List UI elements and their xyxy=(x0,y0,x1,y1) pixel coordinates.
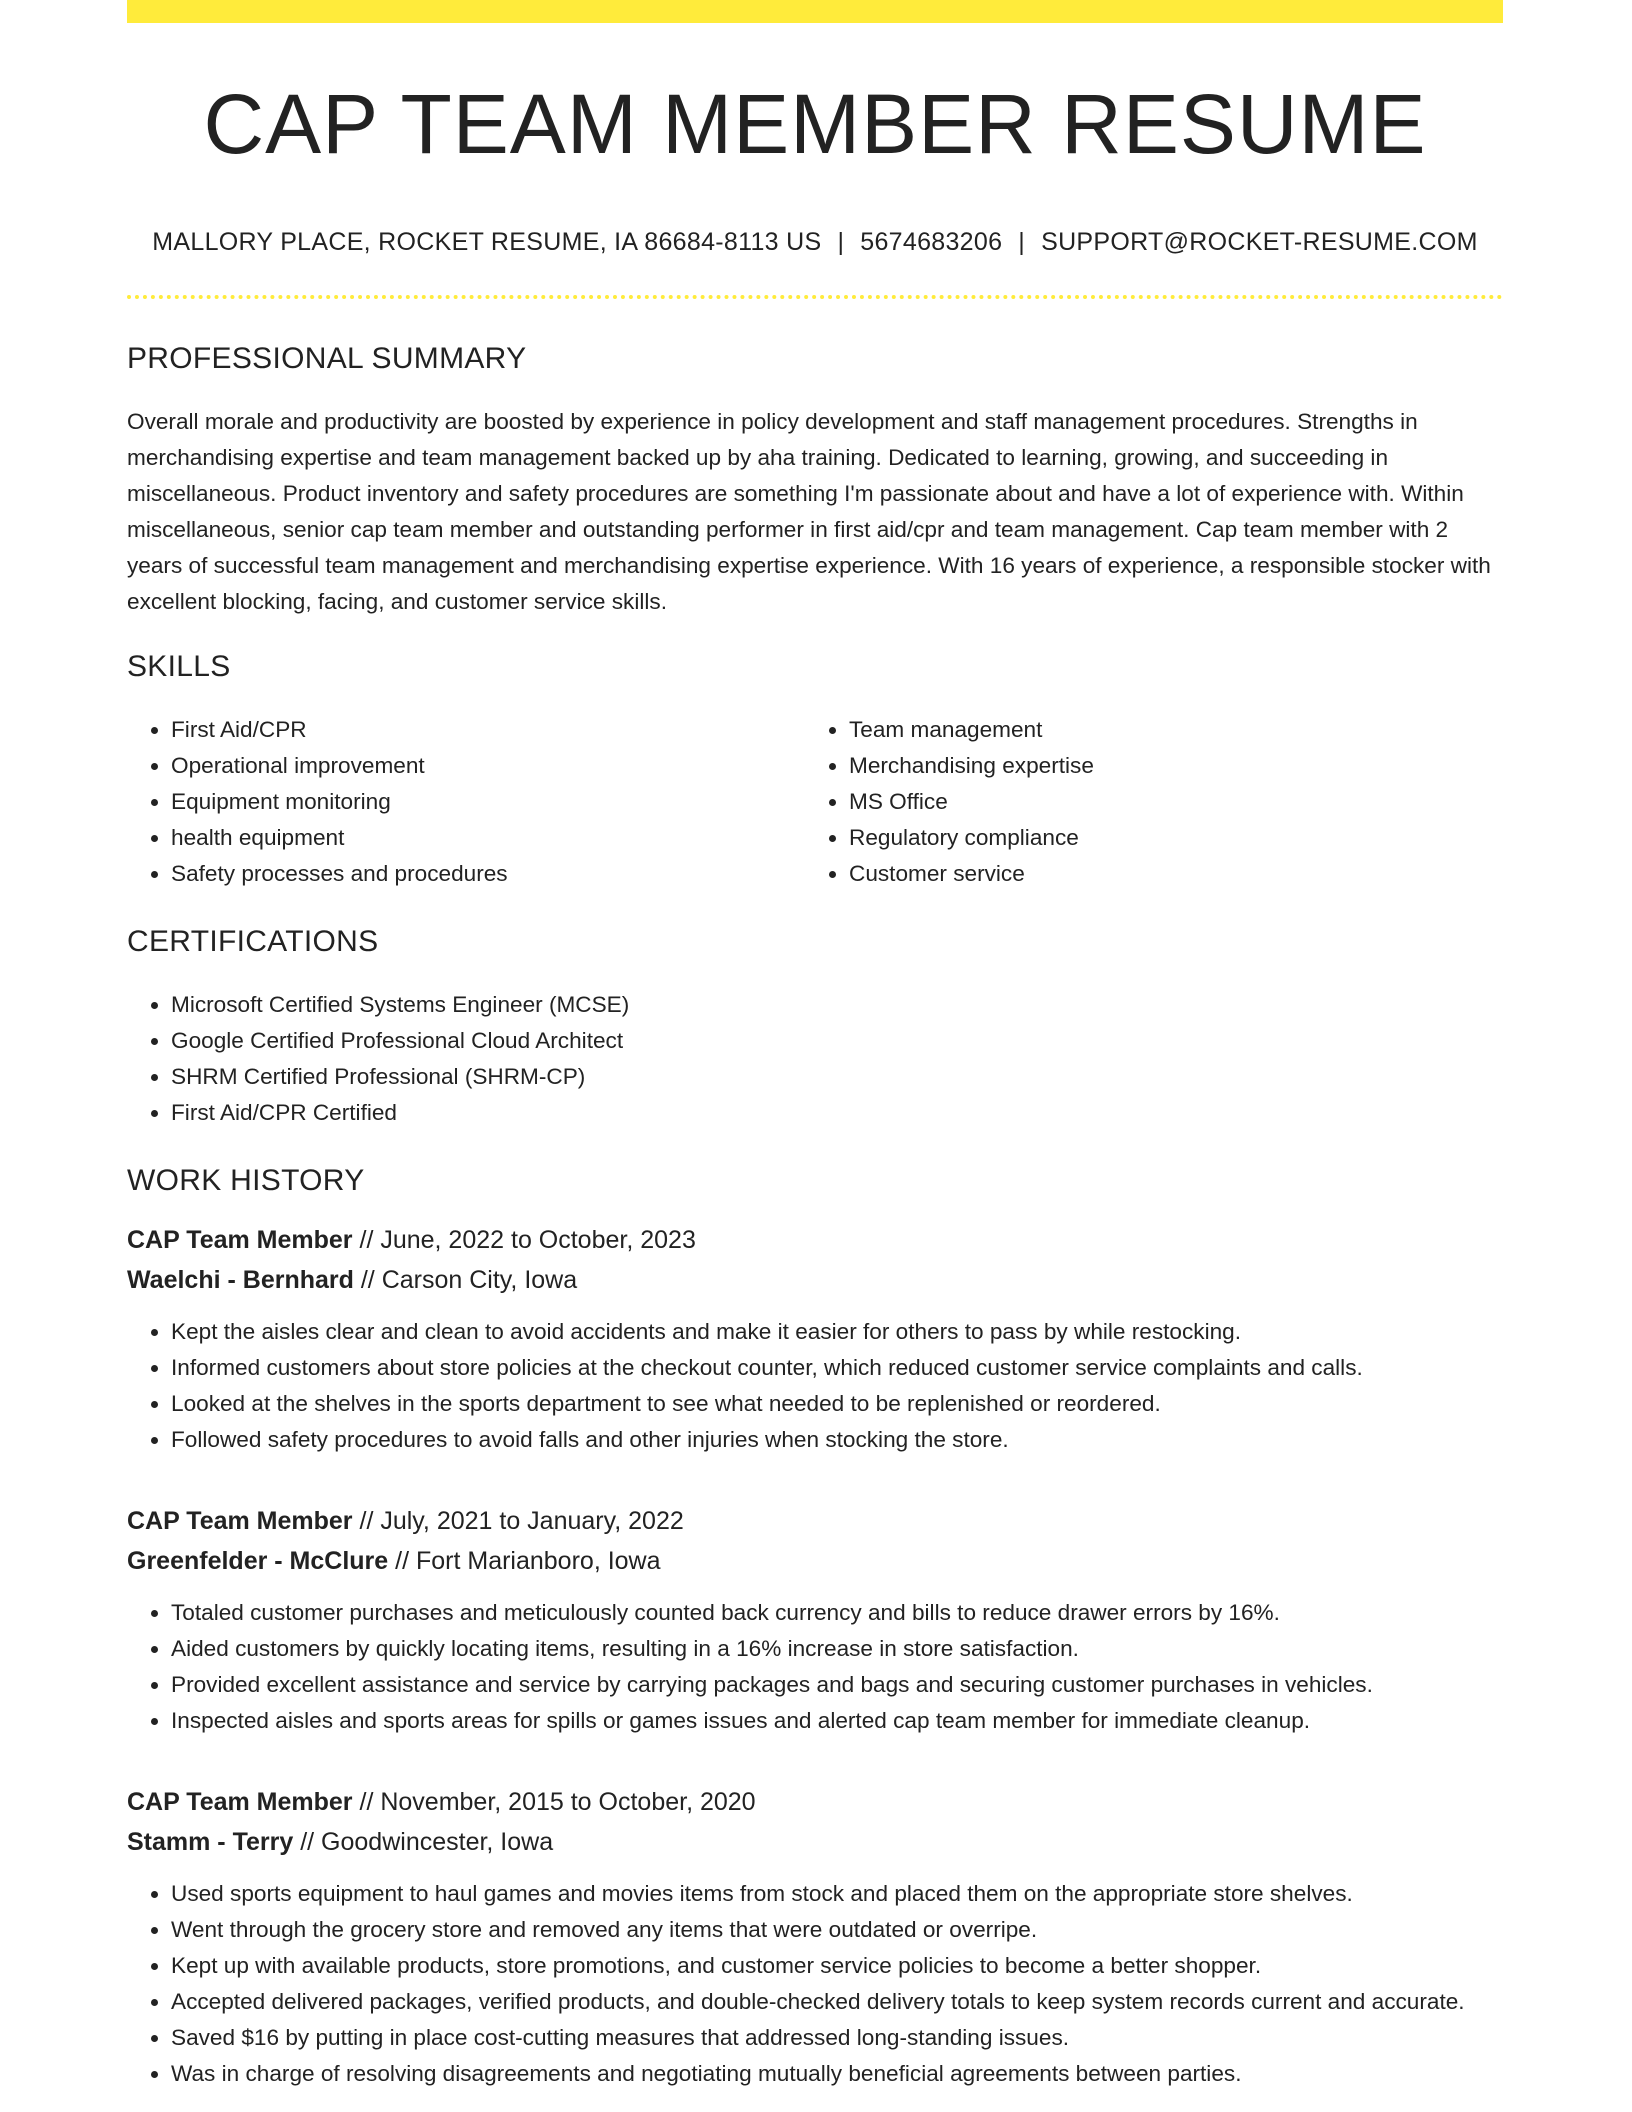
contact-line xyxy=(127,228,1503,257)
resume-title: CAP TEAM MEMBER RESUME xyxy=(203,77,1427,171)
contact-address: MALLORY PLACE, ROCKET RESUME, IA 86684-8113 US xyxy=(152,228,822,256)
resume-page xyxy=(127,0,1503,2092)
skill-item: • Customer service xyxy=(849,856,1483,892)
job-dates: // November, 2015 to October, 2020 xyxy=(352,1788,756,1816)
skill-item: • Operational improvement xyxy=(171,748,805,784)
skills-column-right xyxy=(805,712,1483,892)
job-bullet: • Kept the aisles clear and clean to avoid accidents and make it easier for others to pass by while restocking. xyxy=(171,1314,1503,1350)
job-bullet: • Used sports equipment to haul games and movies items from stock and placed them on the appropriate store shelves. xyxy=(171,1876,1503,1912)
job-bullet: • Was in charge of resolving disagreements and negotiating mutually beneficial agreements between parties. xyxy=(171,2056,1503,2092)
job-bullet: • Informed customers about store policies at the checkout counter, which reduced customer service complaints and calls. xyxy=(171,1350,1503,1386)
certification-item: • First Aid/CPR Certified xyxy=(171,1095,1503,1131)
job-dates: // June, 2022 to October, 2023 xyxy=(352,1226,696,1254)
skill-item: • Team management xyxy=(849,712,1483,748)
job-bullet: • Accepted delivered packages, verified products, and double-checked delivery totals to keep system records current and accurate. xyxy=(171,1984,1503,2020)
job-bullet: • Kept up with available products, store promotions, and customer service policies to become a better shopper. xyxy=(171,1948,1503,1984)
job-entry xyxy=(127,1782,1503,2092)
job-bullet: • Went through the grocery store and removed any items that were outdated or overripe. xyxy=(171,1912,1503,1948)
skill-item: • Safety processes and procedures xyxy=(171,856,805,892)
summary-heading: PROFESSIONAL SUMMARY xyxy=(127,342,527,375)
skill-item: • Regulatory compliance xyxy=(849,820,1483,856)
job-bullet: • Looked at the shelves in the sports department to see what needed to be replenished or reordered. xyxy=(171,1386,1503,1422)
job-company: Stamm - Terry xyxy=(127,1828,294,1856)
certification-item: • Microsoft Certified Systems Engineer (MCSE) xyxy=(171,987,1503,1023)
job-company: Greenfelder - McClure xyxy=(127,1547,389,1575)
job-title-line xyxy=(127,1782,1503,1822)
contact-email[interactable]: SUPPORT@ROCKET-RESUME.COM xyxy=(1041,228,1478,256)
contact-separator: | xyxy=(837,228,845,256)
contact-phone[interactable]: 5674683206 xyxy=(860,228,1003,256)
job-role: CAP Team Member xyxy=(127,1788,353,1816)
job-bullet: • Saved $16 by putting in place cost-cutting measures that addressed long-standing issues. xyxy=(171,2020,1503,2056)
job-company-line xyxy=(127,1541,1503,1581)
skill-item: • First Aid/CPR xyxy=(171,712,805,748)
job-bullet: • Provided excellent assistance and service by carrying packages and bags and securing customer purchases in vehicles. xyxy=(171,1667,1503,1703)
job-bullets xyxy=(127,1314,1503,1458)
job-location: // Goodwincester, Iowa xyxy=(293,1828,554,1856)
job-title-line xyxy=(127,1220,1503,1260)
certification-item: • SHRM Certified Professional (SHRM-CP) xyxy=(171,1059,1503,1095)
job-dates: // July, 2021 to January, 2022 xyxy=(352,1507,684,1535)
skill-item: • health equipment xyxy=(171,820,805,856)
skills-grid xyxy=(127,712,1503,892)
job-role: CAP Team Member xyxy=(127,1226,353,1254)
job-bullet: • Followed safety procedures to avoid falls and other injuries when stocking the store. xyxy=(171,1422,1503,1458)
skill-item: • Equipment monitoring xyxy=(171,784,805,820)
job-entry xyxy=(127,1220,1503,1458)
job-role: CAP Team Member xyxy=(127,1507,353,1535)
job-bullets xyxy=(127,1595,1503,1739)
job-location: // Carson City, Iowa xyxy=(353,1266,578,1294)
accent-bar xyxy=(127,0,1503,23)
contact-separator: | xyxy=(1018,228,1026,256)
certifications-heading: CERTIFICATIONS xyxy=(127,925,379,958)
skills-heading: SKILLS xyxy=(127,650,231,683)
job-title-line xyxy=(127,1501,1503,1541)
skill-item: • MS Office xyxy=(849,784,1483,820)
skills-column-left xyxy=(127,712,805,892)
job-company: Waelchi - Bernhard xyxy=(127,1266,354,1294)
job-bullets xyxy=(127,1876,1503,2092)
job-bullet: • Aided customers by quickly locating items, resulting in a 16% increase in store satisfaction. xyxy=(171,1631,1503,1667)
job-entry xyxy=(127,1501,1503,1739)
job-bullet: • Inspected aisles and sports areas for spills or games issues and alerted cap team member for immediate cleanup. xyxy=(171,1703,1503,1739)
summary-text: Overall morale and productivity are boosted by experience in policy development and staff management procedures. Strengths in merchandising expertise and team management backed up by aha training. Dedicated to learning, growing, and succeeding in miscellaneous. Product inventory and safety procedures are something I'm passionate about and have a lot of experience with. Within miscellaneous, senior cap team member and outstanding performer in first aid/cpr and team management. Cap team member with 2 years of successful team management and merchandising expertise experience. With 16 years of experience, a responsible stocker with excellent blocking, facing, and customer service skills. xyxy=(127,409,1491,614)
job-location: // Fort Marianboro, Iowa xyxy=(388,1547,661,1575)
certification-item: • Google Certified Professional Cloud Architect xyxy=(171,1023,1503,1059)
certifications-list xyxy=(127,987,1503,1131)
job-company-line xyxy=(127,1260,1503,1300)
job-bullet: • Totaled customer purchases and meticulously counted back currency and bills to reduce drawer errors by 16%. xyxy=(171,1595,1503,1631)
work-history-heading: WORK HISTORY xyxy=(127,1164,365,1197)
skill-item: • Merchandising expertise xyxy=(849,748,1483,784)
job-company-line xyxy=(127,1822,1503,1862)
dotted-divider xyxy=(127,295,1503,299)
